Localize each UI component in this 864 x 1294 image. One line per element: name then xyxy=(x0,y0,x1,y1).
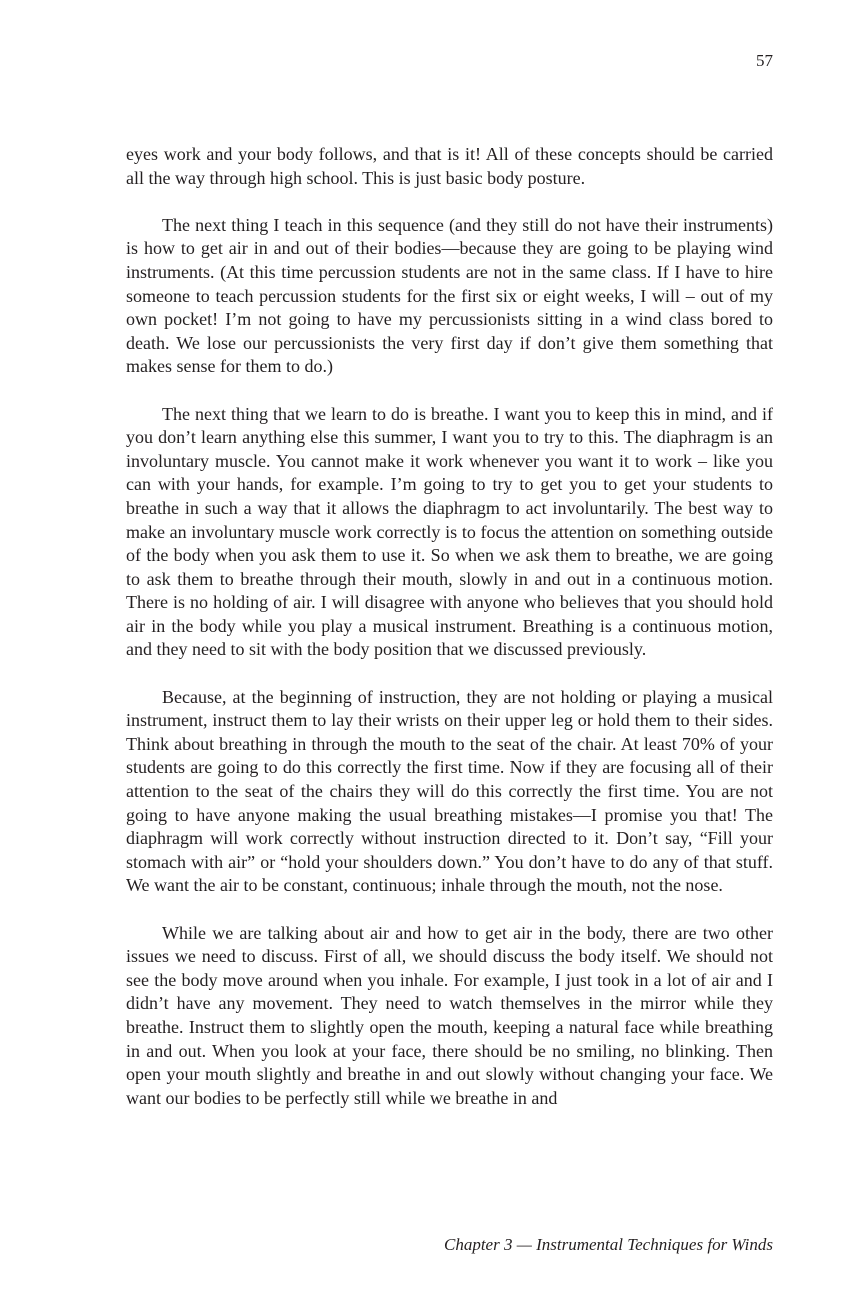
paragraph-air-sequence: The next thing I teach in this sequence (and they still do not have their instruments) is how to get air in and out of their bodies—because they are going to be playing wind instruments. (At this time percussion students are not in the same class. If I have to hire someone to teach percussion students for the first six or eight weeks, I will – out of my own pocket! I’m not going to have my percussionists sitting in a wind class bored to death. We lose our percussionists the very first day if don’t give them something that makes sense for them to do.) xyxy=(126,214,773,377)
paragraph-breathe: The next thing that we learn to do is breathe. I want you to keep this in mind, and if you don’t learn anything else this summer, I want you to try to this. The diaphragm is an involuntary muscle. You cannot make it work whenever you want it to work – like you can with your hands, for example. I’m going to try to get you to get your students to breathe in such a way that it allows the diaphragm to act involuntarily. The best way to make an involuntary muscle work correctly is to focus the attention on something outside of the body when you ask them to use it. So when we ask them to breathe, we are going to ask them to breathe through their mouth, slowly in and out in a continuous motion. There is no holding of air. I will disagree with anyone who believes that you should hold air in the body while you play a musical instrument. Breathing is a continuous motion, and they need to sit with the body position that we discussed previously. xyxy=(126,403,773,660)
paragraph-instruction: Because, at the beginning of instruction, they are not holding or playing a musical instrument, instruct them to lay their wrists on their upper leg or hold them to their sides. Think about breathing in through the mouth to the seat of the chair. At least 70% of your students are going to do this correctly the first time. Now if they are focusing all of their attention to the seat of the chairs they will do this correctly the first time. You are not going to have anyone making the usual breathing mistakes—I promise you that! The diaphragm will work correctly without instruction directed to it. Don’t say, “Fill your stomach with air” or “hold your shoulders down.” You don’t have to do any of that stuff. We want the air to be constant, continuous; inhale through the mouth, not the nose. xyxy=(126,686,773,896)
paragraph-continuation: eyes work and your body follows, and that is it! All of these concepts should be carried all the way through high school. This is just basic body posture. xyxy=(126,144,773,188)
paragraph-body-movement: While we are talking about air and how to get air in the body, there are two other issues we need to discuss. First of all, we should discuss the body itself. We should not see the body move around when you inhale. For example, I just took in a lot of air and I didn’t have any movement. They need to watch themselves in the mirror while they breathe. Instruct them to slightly open the mouth, keeping a natural face while breathing in and out. When you look at your face, there should be no smiling, no blinking. Then open your mouth slightly and breathe in and out slowly without changing your face. We want our bodies to be perfectly still while we breathe in and xyxy=(126,922,773,1108)
body-text xyxy=(126,143,773,1134)
running-footer: Chapter 3 — Instrumental Techniques for Winds xyxy=(444,1235,773,1254)
page-number: 57 xyxy=(756,51,773,70)
